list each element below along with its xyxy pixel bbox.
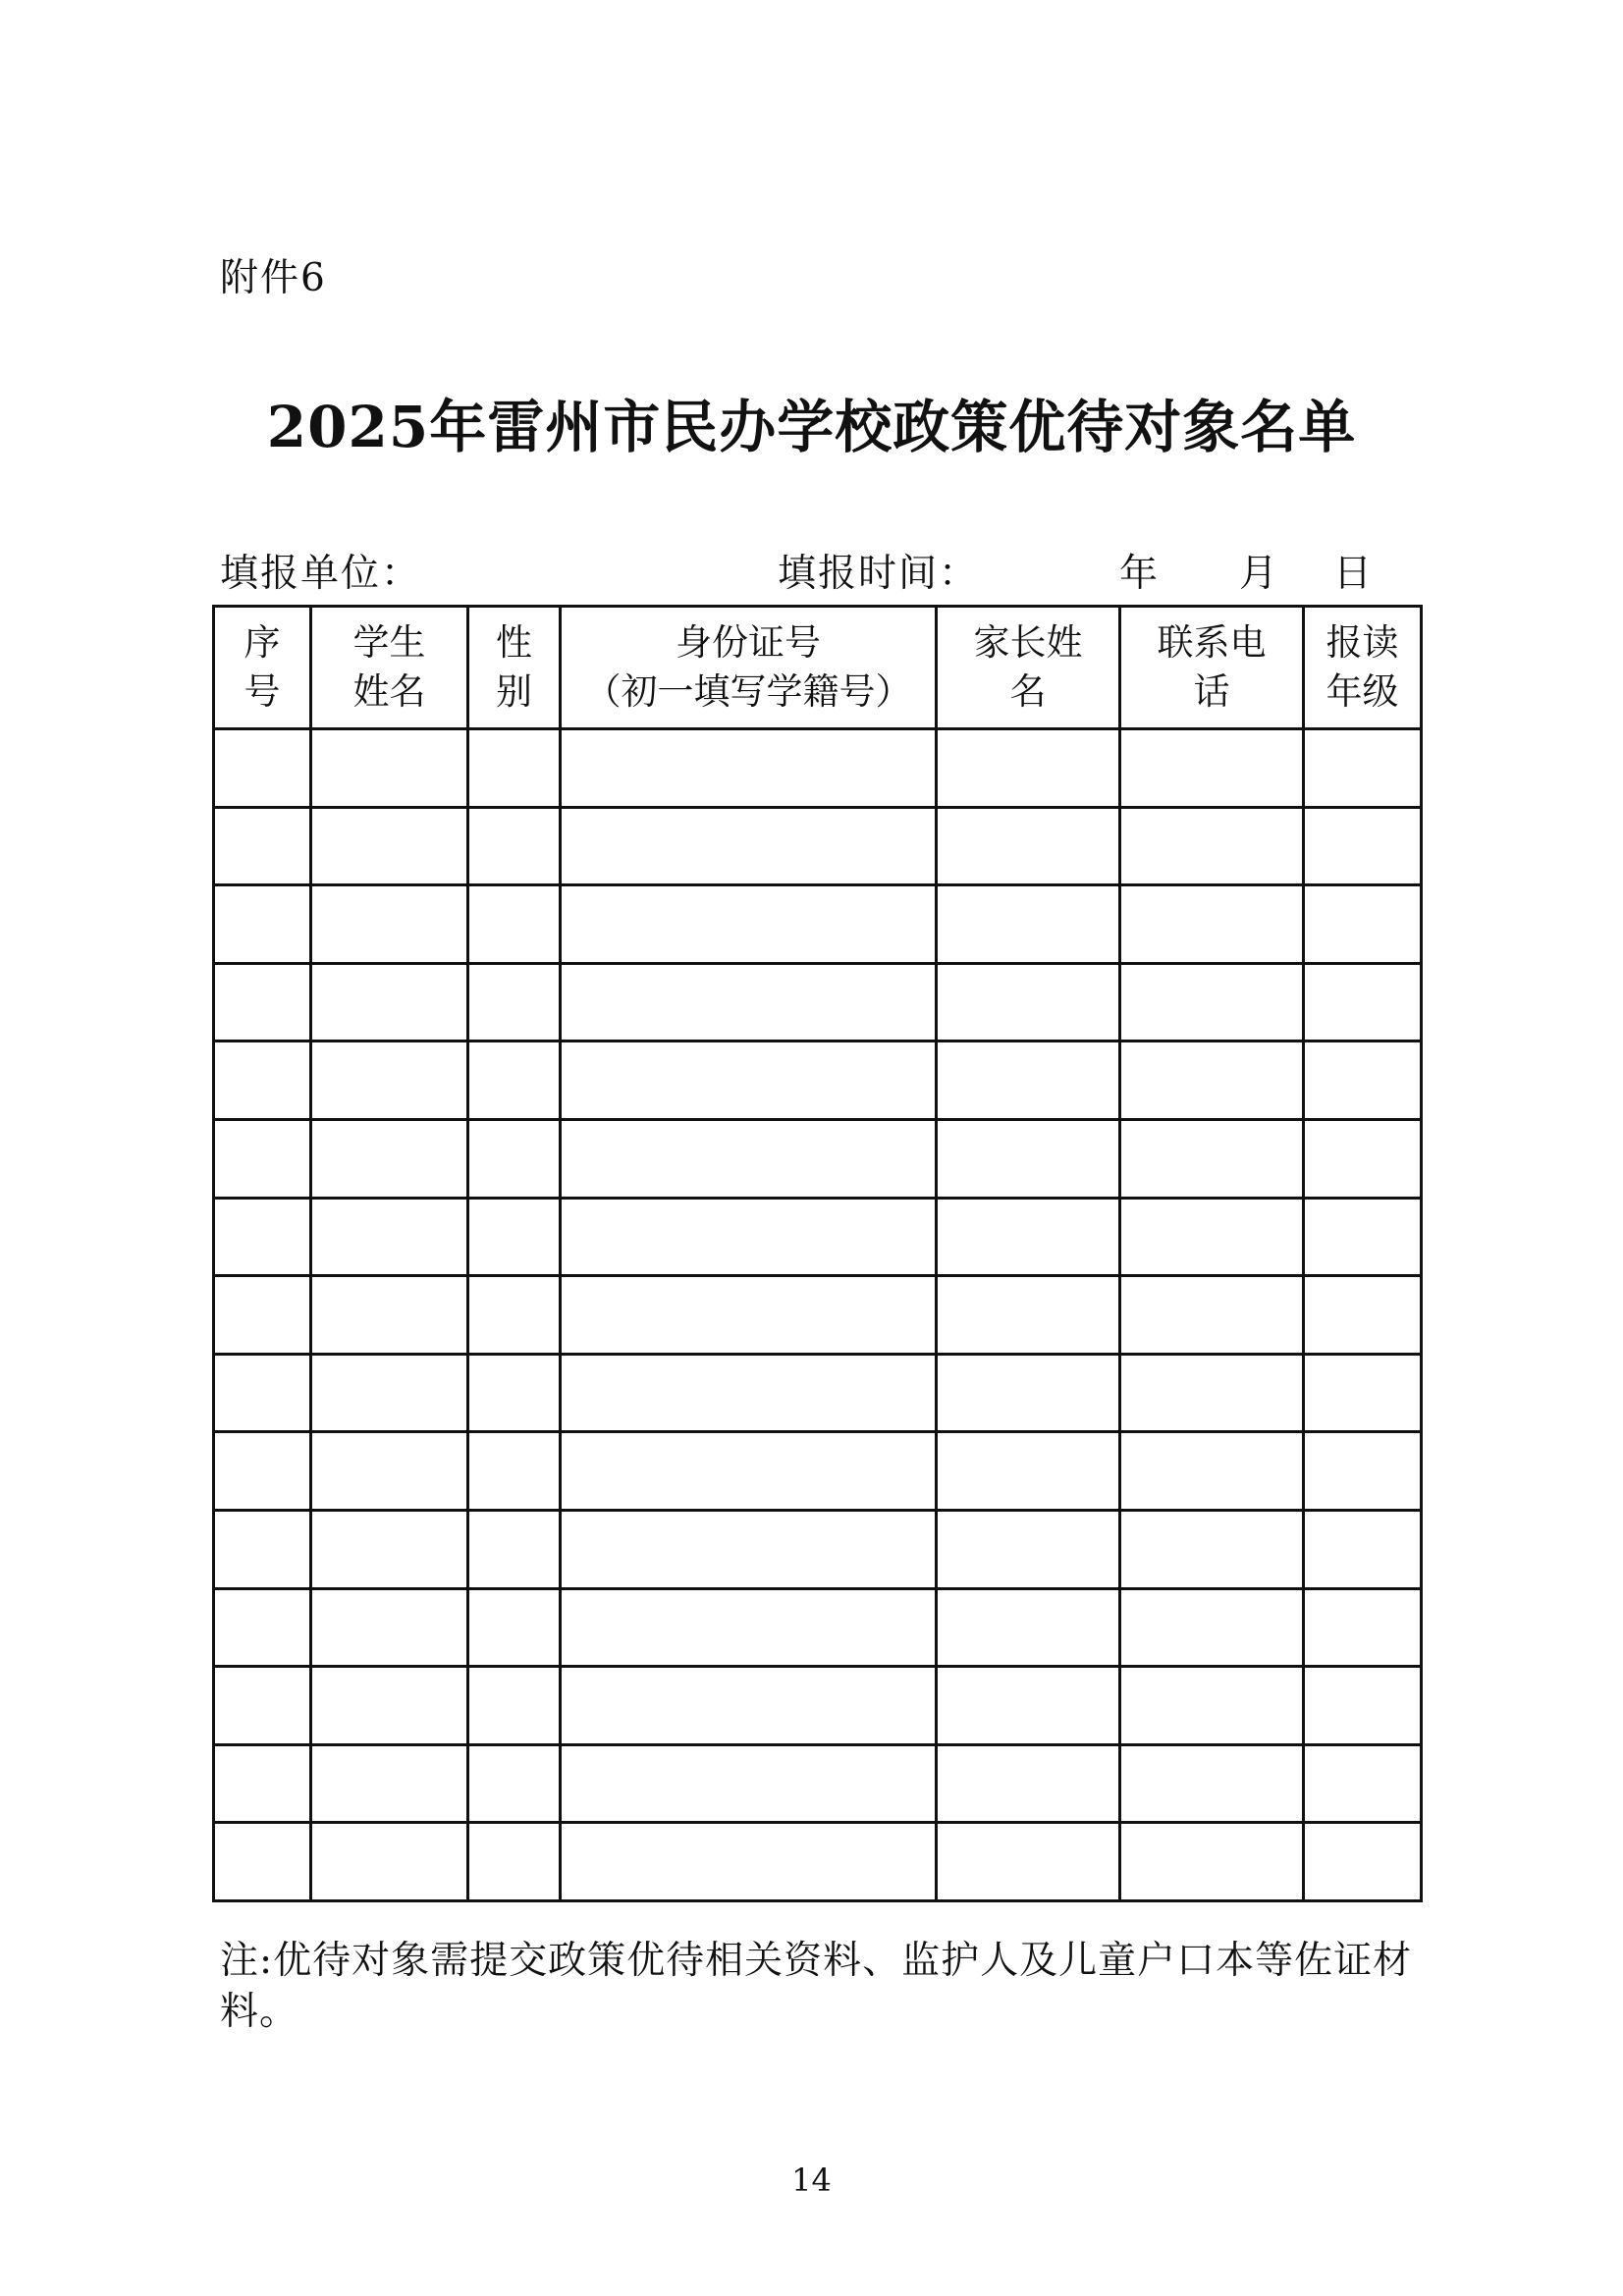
table-cell xyxy=(1304,1354,1422,1432)
table-row xyxy=(214,1041,1422,1120)
table-cell xyxy=(561,1276,937,1355)
col-header-line: 序 xyxy=(243,621,281,664)
table-cell xyxy=(311,1823,468,1901)
col-header-line: 号 xyxy=(243,670,281,713)
table-cell xyxy=(468,1041,561,1120)
table-row xyxy=(214,1588,1422,1667)
table-cell xyxy=(468,1119,561,1198)
table-cell xyxy=(937,1119,1120,1198)
table-cell xyxy=(214,1119,311,1198)
table-cell xyxy=(561,1667,937,1745)
table-cell xyxy=(214,1823,311,1901)
table-cell xyxy=(1304,1041,1422,1120)
table-row xyxy=(214,729,1422,808)
table-cell xyxy=(214,1041,311,1120)
table-cell xyxy=(1120,1744,1304,1823)
table-cell xyxy=(1120,1276,1304,1355)
table-cell xyxy=(214,1510,311,1588)
table-cell xyxy=(937,963,1120,1041)
col-header-index xyxy=(214,607,311,729)
fill-time-label: 填报时间： xyxy=(778,552,980,596)
table-cell xyxy=(937,1667,1120,1745)
table-cell xyxy=(468,1354,561,1432)
table-cell xyxy=(468,963,561,1041)
table-cell xyxy=(311,1744,468,1823)
table-row xyxy=(214,1744,1422,1823)
fill-unit-label: 填报单位： xyxy=(220,552,422,596)
table-cell xyxy=(1120,807,1304,885)
page-title: 2025年雷州市民办学校政策优待对象名单 xyxy=(266,394,1357,460)
table-cell xyxy=(1120,1588,1304,1667)
table-cell xyxy=(214,963,311,1041)
fill-month-label: 月 xyxy=(1239,552,1280,596)
table-cell xyxy=(1304,1276,1422,1355)
table-cell xyxy=(1120,1198,1304,1276)
table-cell xyxy=(311,1198,468,1276)
table-cell xyxy=(214,885,311,964)
table-cell xyxy=(1120,1823,1304,1901)
table-cell xyxy=(468,1823,561,1901)
table-cell xyxy=(214,1744,311,1823)
table-cell xyxy=(1304,1510,1422,1588)
table-cell xyxy=(468,1588,561,1667)
table-row xyxy=(214,1119,1422,1198)
table-cell xyxy=(311,1041,468,1120)
table-cell xyxy=(561,963,937,1041)
fill-day-label: 日 xyxy=(1333,552,1375,596)
table-row xyxy=(214,1432,1422,1511)
table-cell xyxy=(214,807,311,885)
table-cell xyxy=(468,807,561,885)
col-header-line: 别 xyxy=(496,670,532,713)
table-cell xyxy=(561,729,937,808)
table-cell xyxy=(1120,1041,1304,1120)
table-cell xyxy=(468,1432,561,1511)
table-cell xyxy=(561,1354,937,1432)
table-cell xyxy=(1304,963,1422,1041)
col-header-id-number xyxy=(561,607,937,729)
table-cell xyxy=(561,1432,937,1511)
col-header-line: 联系电 xyxy=(1157,621,1267,664)
table-cell xyxy=(1304,729,1422,808)
table-cell xyxy=(561,1823,937,1901)
table-cell xyxy=(561,1041,937,1120)
table-cell xyxy=(937,729,1120,808)
table-cell xyxy=(1120,1432,1304,1511)
table-cell xyxy=(311,1588,468,1667)
col-header-student-name xyxy=(311,607,468,729)
table-row xyxy=(214,1823,1422,1901)
table-cell xyxy=(561,1744,937,1823)
footnote: 注:优待对象需提交政策优待相关资料、监护人及儿童户口本等佐证材料。 xyxy=(220,1939,1413,2034)
table-cell xyxy=(311,885,468,964)
table-cell xyxy=(311,1510,468,1588)
roster-table-body xyxy=(214,729,1422,1901)
page-number: 14 xyxy=(791,2162,832,2199)
table-cell xyxy=(311,807,468,885)
col-header-line: 学生 xyxy=(352,621,426,664)
col-header-parent-name xyxy=(937,607,1120,729)
table-cell xyxy=(1120,1510,1304,1588)
table-row xyxy=(214,1198,1422,1276)
col-header-line: 名 xyxy=(1009,670,1047,713)
table-cell xyxy=(1304,1198,1422,1276)
table-cell xyxy=(937,1276,1120,1355)
col-header-line: （初一填写学籍号） xyxy=(584,670,912,713)
table-cell xyxy=(937,807,1120,885)
table-row xyxy=(214,885,1422,964)
table-cell xyxy=(311,1119,468,1198)
col-header-line: 家长姓 xyxy=(973,621,1083,664)
col-header-phone xyxy=(1120,607,1304,729)
table-cell xyxy=(468,729,561,808)
table-cell xyxy=(468,1667,561,1745)
table-row xyxy=(214,963,1422,1041)
table-cell xyxy=(311,1432,468,1511)
table-cell xyxy=(1304,1119,1422,1198)
col-header-line: 姓名 xyxy=(352,670,426,713)
table-cell xyxy=(1120,963,1304,1041)
col-header-line: 身份证号 xyxy=(676,621,821,664)
table-cell xyxy=(561,1119,937,1198)
table-cell xyxy=(311,1276,468,1355)
table-cell xyxy=(937,1510,1120,1588)
fill-year-label: 年 xyxy=(1119,552,1161,596)
table-cell xyxy=(468,1198,561,1276)
table-cell xyxy=(1304,885,1422,964)
roster-table xyxy=(212,605,1423,1902)
table-cell xyxy=(214,1588,311,1667)
table-cell xyxy=(214,729,311,808)
table-row xyxy=(214,1276,1422,1355)
table-cell xyxy=(1120,729,1304,808)
table-cell xyxy=(561,1588,937,1667)
table-cell xyxy=(311,729,468,808)
col-header-gender xyxy=(468,607,561,729)
table-header-row xyxy=(214,607,1422,729)
table-cell xyxy=(1120,1354,1304,1432)
table-cell xyxy=(937,1432,1120,1511)
col-header-line: 年级 xyxy=(1325,670,1399,713)
table-cell xyxy=(937,885,1120,964)
col-header-line: 性 xyxy=(496,621,532,664)
table-cell xyxy=(937,1198,1120,1276)
table-cell xyxy=(937,1588,1120,1667)
table-cell xyxy=(1304,1667,1422,1745)
table-cell xyxy=(214,1432,311,1511)
table-cell xyxy=(561,807,937,885)
table-cell xyxy=(214,1354,311,1432)
table-row xyxy=(214,1510,1422,1588)
table-row xyxy=(214,807,1422,885)
table-cell xyxy=(1120,1119,1304,1198)
table-cell xyxy=(311,963,468,1041)
table-cell xyxy=(1120,1667,1304,1745)
table-cell xyxy=(561,1198,937,1276)
table-cell xyxy=(311,1667,468,1745)
table-cell xyxy=(937,1744,1120,1823)
table-cell xyxy=(214,1198,311,1276)
attachment-label: 附件6 xyxy=(220,256,327,300)
table-row xyxy=(214,1354,1422,1432)
table-cell xyxy=(937,1354,1120,1432)
col-header-line: 报读 xyxy=(1325,621,1399,664)
table-cell xyxy=(937,1041,1120,1120)
col-header-line: 话 xyxy=(1193,670,1230,713)
table-cell xyxy=(561,885,937,964)
table-cell xyxy=(214,1667,311,1745)
table-cell xyxy=(1304,1588,1422,1667)
table-cell xyxy=(1304,1823,1422,1901)
table-cell xyxy=(468,1510,561,1588)
table-cell xyxy=(1304,1744,1422,1823)
table-cell xyxy=(561,1510,937,1588)
table-cell xyxy=(214,1276,311,1355)
table-cell xyxy=(937,1823,1120,1901)
col-header-grade xyxy=(1304,607,1422,729)
table-cell xyxy=(311,1354,468,1432)
table-cell xyxy=(468,885,561,964)
table-row xyxy=(214,1667,1422,1745)
table-cell xyxy=(1304,807,1422,885)
table-cell xyxy=(468,1744,561,1823)
table-cell xyxy=(1304,1432,1422,1511)
table-cell xyxy=(1120,885,1304,964)
table-cell xyxy=(468,1276,561,1355)
